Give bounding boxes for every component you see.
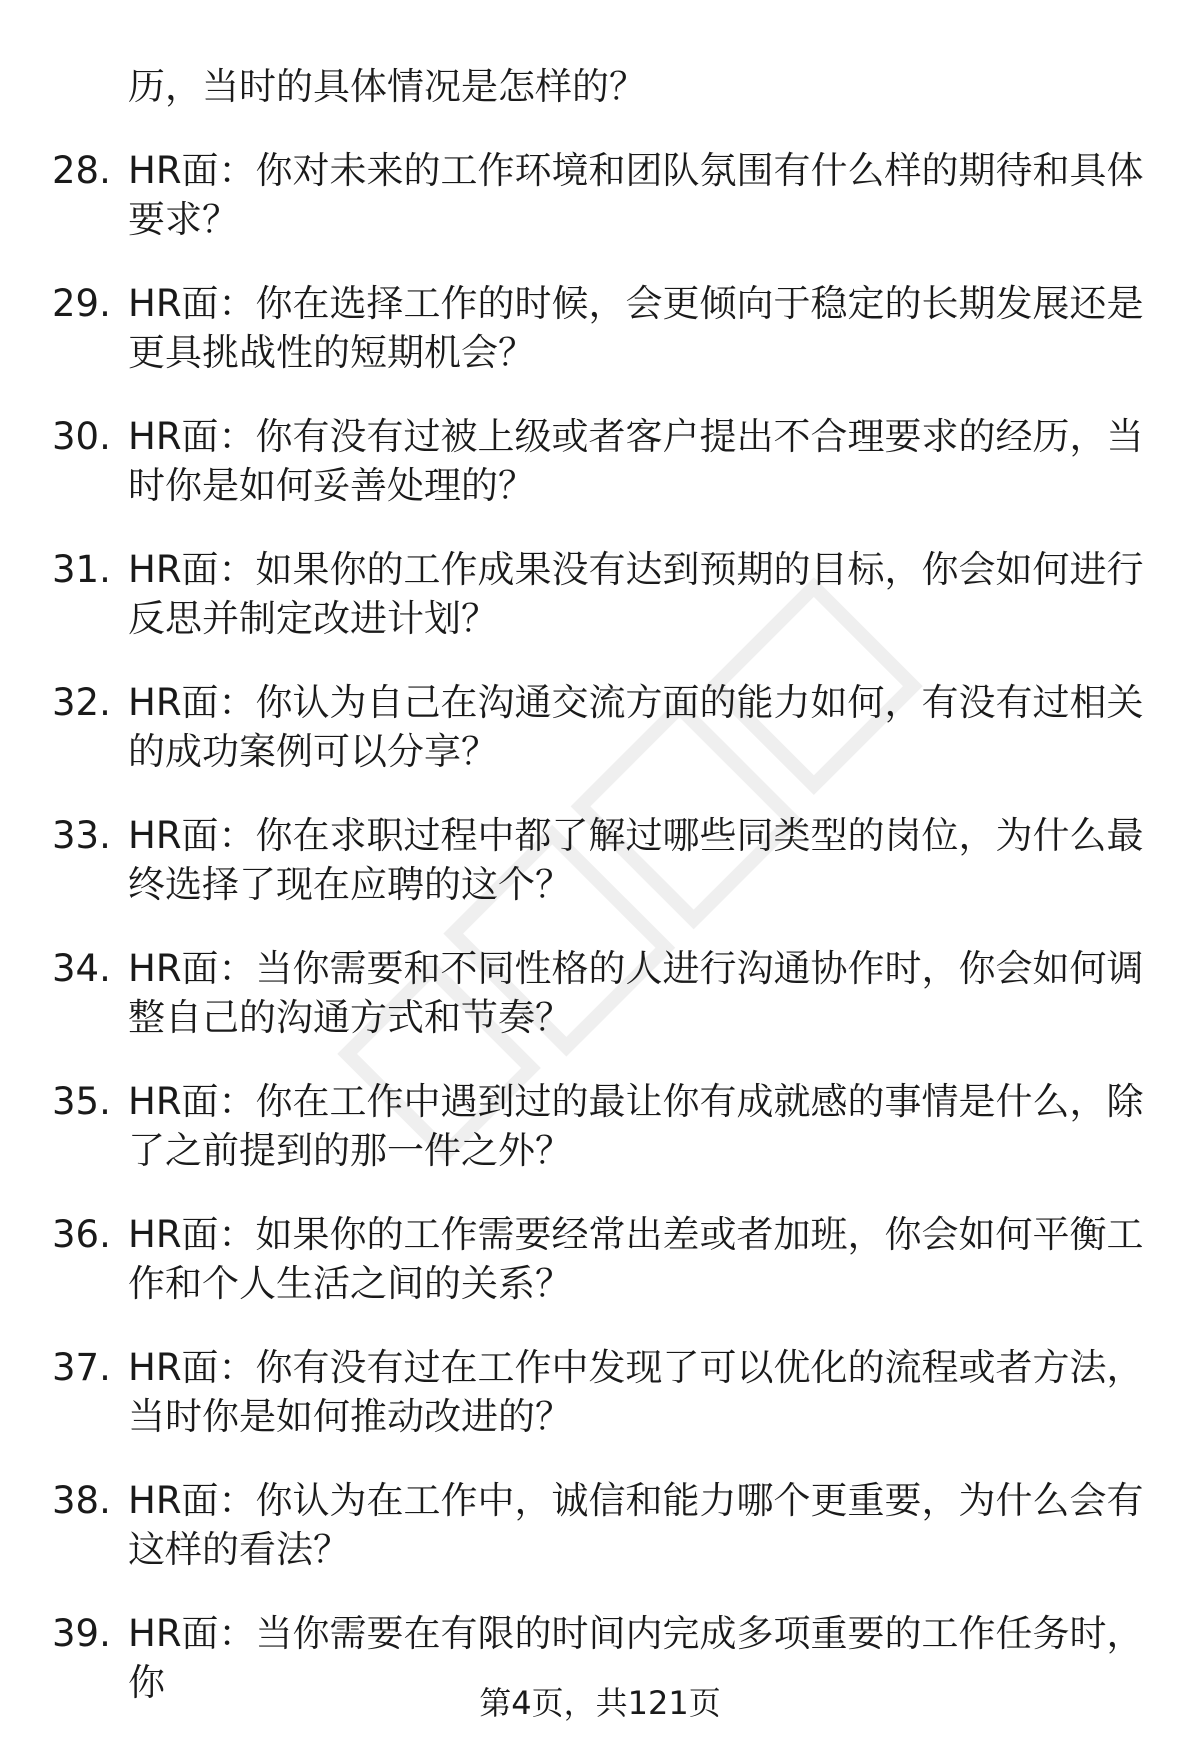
question-number: 29. xyxy=(52,282,111,325)
question-text: HR面：你在选择工作的时候，会更倾向于稳定的长期发展还是更具挑战性的短期机会？ xyxy=(128,282,1144,374)
question-text: HR面：你认为自己在沟通交流方面的能力如何，有没有过相关的成功案例可以分享？ xyxy=(128,681,1144,773)
question-item xyxy=(0,62,1200,111)
question-text: HR面：你有没有过被上级或者客户提出不合理要求的经历，当时你是如何妥善处理的？ xyxy=(128,415,1144,507)
question-number: 32. xyxy=(52,681,111,724)
question-item xyxy=(0,1210,1200,1308)
question-number: 30. xyxy=(52,415,111,458)
question-item xyxy=(0,1343,1200,1441)
question-text: HR面：你对未来的工作环境和团队氛围有什么样的期待和具体要求？ xyxy=(128,149,1144,241)
question-number: 34. xyxy=(52,947,111,990)
question-item xyxy=(0,279,1200,377)
question-text: HR面：如果你的工作成果没有达到预期的目标，你会如何进行反思并制定改进计划？ xyxy=(128,548,1144,640)
question-number: 33. xyxy=(52,814,111,857)
question-item xyxy=(0,944,1200,1042)
question-item xyxy=(0,1077,1200,1175)
page-footer xyxy=(0,1683,1200,1723)
question-text: HR面：当你需要和不同性格的人进行沟通协作时，你会如何调整自己的沟通方式和节奏？ xyxy=(128,947,1144,1039)
question-number: 37. xyxy=(52,1346,111,1389)
question-item xyxy=(0,412,1200,510)
question-text: HR面：你有没有过在工作中发现了可以优化的流程或者方法，当时你是如何推动改进的？ xyxy=(128,1346,1144,1438)
question-number: 36. xyxy=(52,1213,111,1256)
question-text: 历，当时的具体情况是怎样的？ xyxy=(128,65,646,108)
question-item xyxy=(0,678,1200,776)
question-item xyxy=(0,545,1200,643)
question-number: 28. xyxy=(52,149,111,192)
question-number: 38. xyxy=(52,1479,111,1522)
question-item xyxy=(0,146,1200,244)
question-number: 31. xyxy=(52,548,111,591)
question-item xyxy=(0,1476,1200,1574)
question-number: 35. xyxy=(52,1080,111,1123)
question-list xyxy=(0,62,1200,1742)
question-text: HR面：当你需要在有限的时间内完成多项重要的工作任务时，你 xyxy=(128,1612,1144,1704)
question-item xyxy=(0,811,1200,909)
question-text: HR面：如果你的工作需要经常出差或者加班，你会如何平衡工作和个人生活之间的关系？ xyxy=(128,1213,1144,1305)
page-number-label: 第4页，共121页 xyxy=(479,1684,721,1722)
question-text: HR面：你在工作中遇到过的最让你有成就感的事情是什么，除了之前提到的那一件之外？ xyxy=(128,1080,1144,1172)
question-number: 39. xyxy=(52,1612,111,1655)
question-text: HR面：你认为在工作中，诚信和能力哪个更重要，为什么会有这样的看法？ xyxy=(128,1479,1144,1571)
question-text: HR面：你在求职过程中都了解过哪些同类型的岗位，为什么最终选择了现在应聘的这个？ xyxy=(128,814,1144,906)
